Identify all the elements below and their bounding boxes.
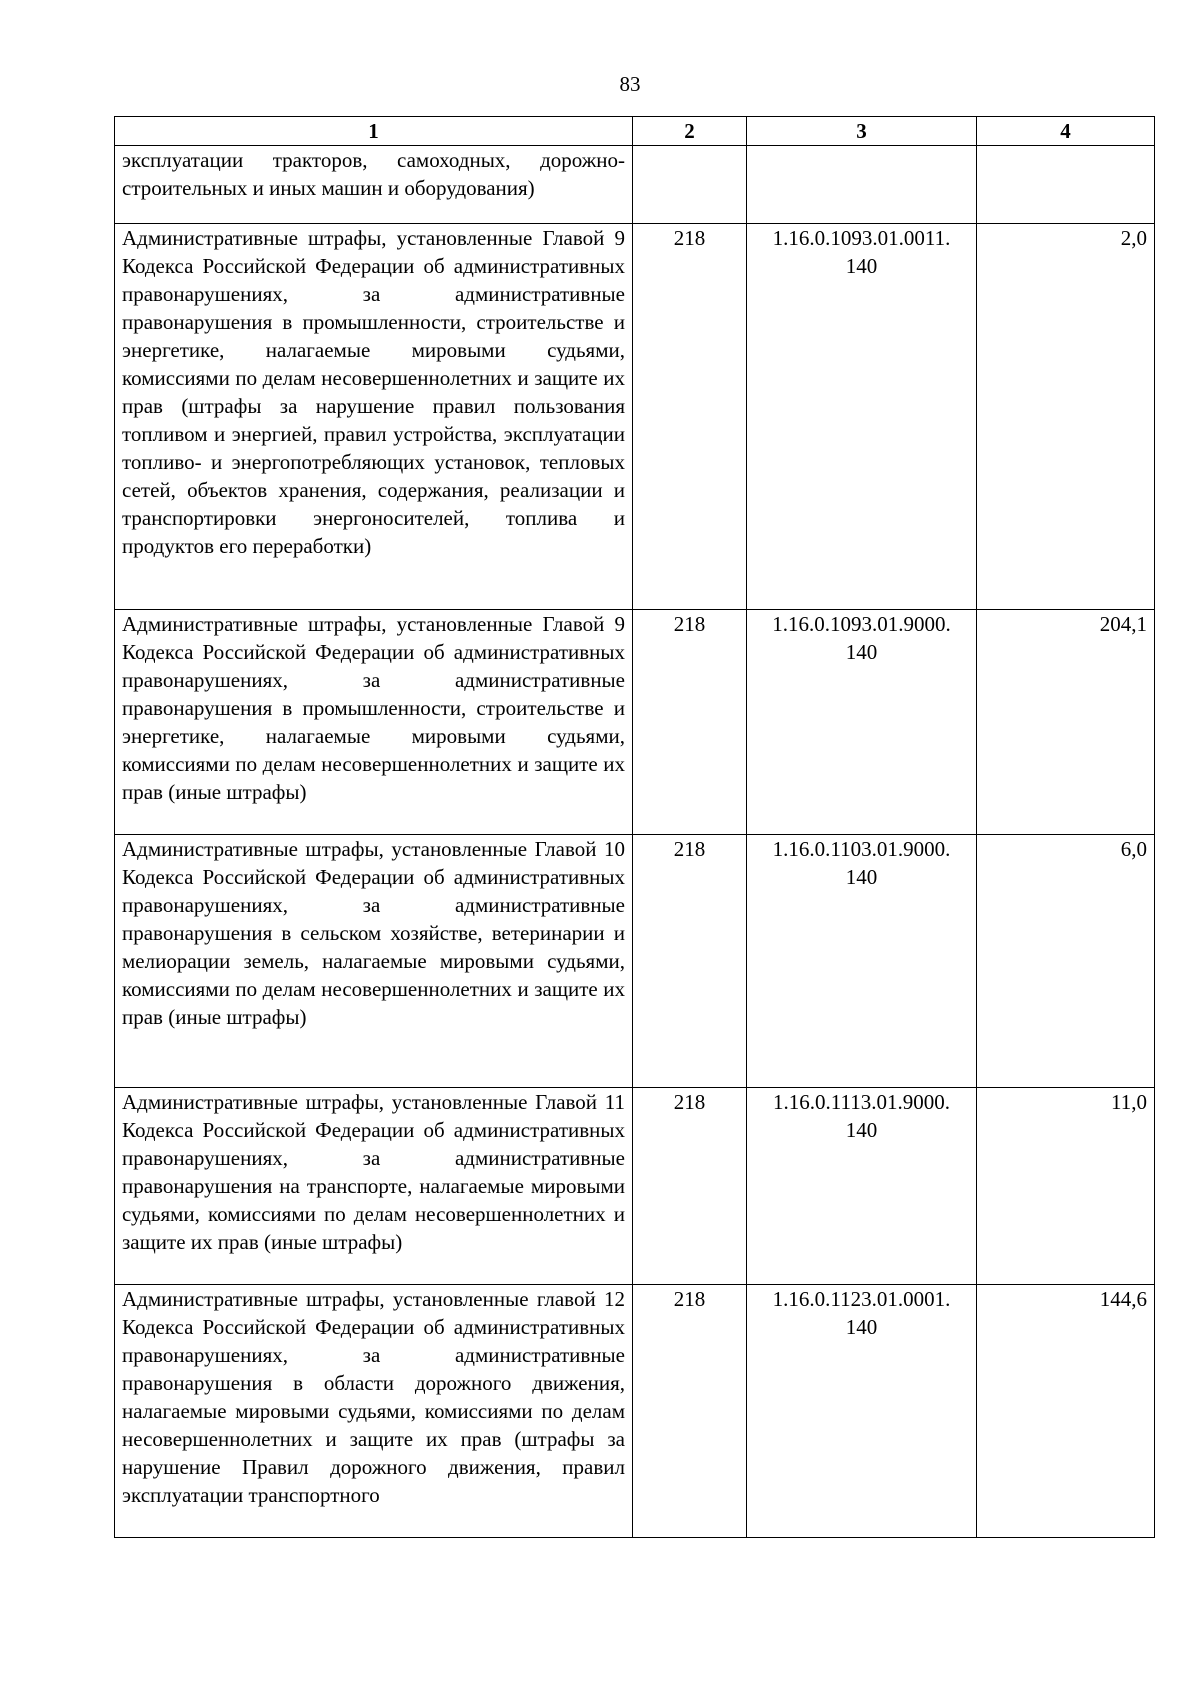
amount-cell: 11,0 — [977, 1088, 1155, 1285]
budget-classification-code-cell — [747, 146, 977, 224]
column-header-3: 3 — [747, 117, 977, 146]
revenue-name-cell: эксплуатации тракторов, самоходных, дорожно-строительных и иных машин и оборудования) — [115, 146, 633, 224]
table-header-row — [115, 117, 1155, 146]
administrator-code-cell — [633, 146, 747, 224]
table-row — [115, 224, 1155, 610]
revenue-name-cell: Административные штрафы, установленные Главой 9 Кодекса Российской Федерации об административных правонарушениях, за административные правонарушения в промышленности, строительстве и энергетике, налагаемые мировыми судьями, комиссиями по делам несовершеннолетних и защите их прав (штрафы за нарушение правил пользования топливом и энергией, правил устройства, эксплуатации топливо- и энергопотребляющих установок, тепловых сетей, объектов хранения, содержания, реализации и транспортировки энергоносителей, топлива и продуктов его переработки) — [115, 224, 633, 610]
administrator-code-cell: 218 — [633, 224, 747, 610]
revenue-name-cell: Административные штрафы, установленные главой 12 Кодекса Российской Федерации об административных правонарушениях, за административные правонарушения в области дорожного движения, налагаемые мировыми судьями, комиссиями по делам несовершеннолетних и защите их прав (штрафы за нарушение Правил дорожного движения, правил эксплуатации транспортного — [115, 1285, 633, 1538]
administrator-code-cell: 218 — [633, 1285, 747, 1538]
revenue-name-cell: Административные штрафы, установленные Главой 11 Кодекса Российской Федерации об административных правонарушениях, за административные правонарушения на транспорте, налагаемые мировыми судьями, комиссиями по делам несовершеннолетних и защите их прав (иные штрафы) — [115, 1088, 633, 1285]
table-row — [115, 1088, 1155, 1285]
column-header-1: 1 — [115, 117, 633, 146]
administrator-code-cell: 218 — [633, 610, 747, 835]
amount-cell: 6,0 — [977, 835, 1155, 1088]
table-row — [115, 146, 1155, 224]
page-number: 83 — [619, 72, 641, 96]
amount-cell: 144,6 — [977, 1285, 1155, 1538]
amount-cell — [977, 146, 1155, 224]
budget-classification-code-cell: 1.16.0.1113.01.9000. 140 — [747, 1088, 977, 1285]
administrator-code-cell: 218 — [633, 1088, 747, 1285]
administrator-code-cell: 218 — [633, 835, 747, 1088]
table-row — [115, 835, 1155, 1088]
budget-classification-code-cell: 1.16.0.1093.01.9000. 140 — [747, 610, 977, 835]
budget-classification-code-cell: 1.16.0.1103.01.9000. 140 — [747, 835, 977, 1088]
column-header-2: 2 — [633, 117, 747, 146]
table-row — [115, 1285, 1155, 1538]
budget-classification-code-cell: 1.16.0.1123.01.0001. 140 — [747, 1285, 977, 1538]
amount-cell: 2,0 — [977, 224, 1155, 610]
revenue-name-cell: Административные штрафы, установленные Главой 9 Кодекса Российской Федерации об административных правонарушениях, за административные правонарушения в промышленности, строительстве и энергетике, налагаемые мировыми судьями, комиссиями по делам несовершеннолетних и защите их прав (иные штрафы) — [115, 610, 633, 835]
budget-classification-code-cell: 1.16.0.1093.01.0011. 140 — [747, 224, 977, 610]
column-header-4: 4 — [977, 117, 1155, 146]
budget-revenue-table — [114, 116, 1155, 1538]
table-row — [115, 610, 1155, 835]
amount-cell: 204,1 — [977, 610, 1155, 835]
revenue-name-cell: Административные штрафы, установленные Главой 10 Кодекса Российской Федерации об административных правонарушениях, за административные правонарушения в сельском хозяйстве, ветеринарии и мелиорации земель, налагаемые мировыми судьями, комиссиями по делам несовершеннолетних и защите их прав (иные штрафы) — [115, 835, 633, 1088]
